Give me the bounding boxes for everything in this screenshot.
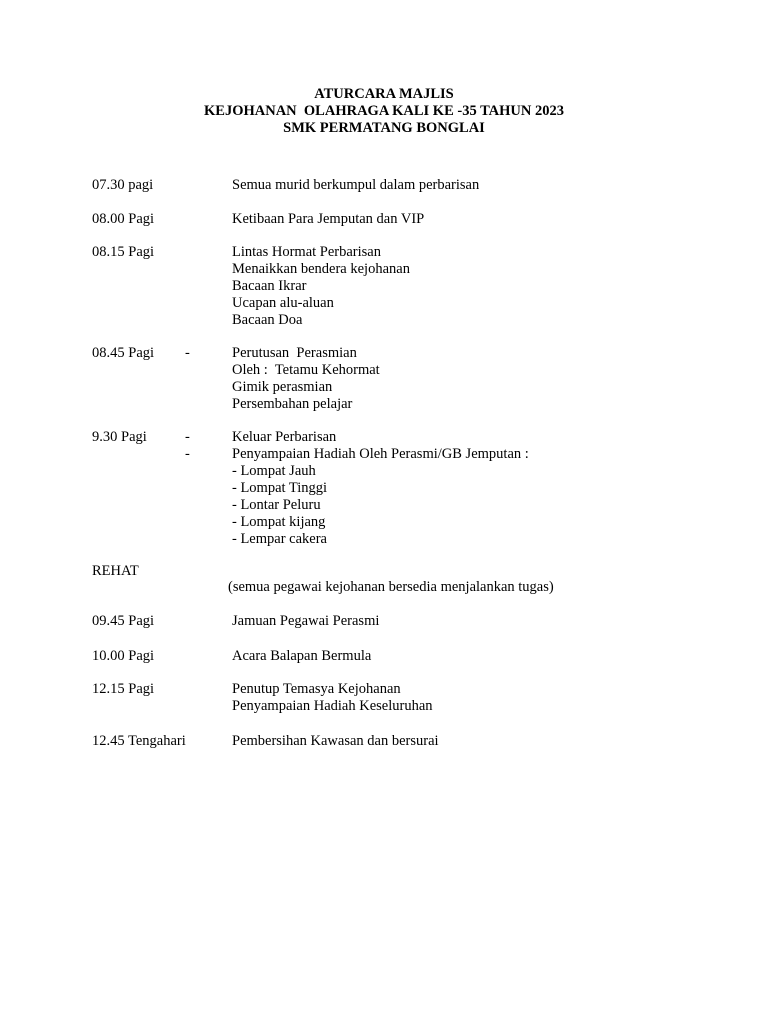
schedule-dashes [185,345,190,362]
schedule-item: Penutup Temasya Kejohanan [232,681,401,697]
schedule-item: Jamuan Pegawai Perasmi [232,613,380,629]
header-event-name: KEJOHANAN OLAHRAGA KALI KE -35 TAHUN 2023 [204,103,564,119]
schedule-item: Acara Balapan Bermula [232,648,372,664]
schedule-items [232,345,380,413]
schedule-items [232,211,424,228]
schedule-item: Ketibaan Para Jemputan dan VIP [232,211,425,227]
schedule-time: 08.15 Pagi [92,244,155,260]
document-header [0,86,768,137]
schedule-time: 9.30 Pagi [92,429,147,445]
schedule-time: 12.45 Tengahari [92,733,186,749]
schedule-item: Perutusan Perasmian [232,345,357,361]
schedule-items [232,244,410,329]
schedule-time: 12.15 Pagi [92,681,155,697]
schedule-time: 10.00 Pagi [92,648,155,664]
schedule-dash: - [185,345,190,361]
header-title: ATURCARA MAJLIS [314,86,454,102]
schedule-items [232,648,371,665]
schedule-item: - Lompat Jauh [232,463,316,479]
schedule-items [232,177,479,194]
schedule-item: Persembahan pelajar [232,396,353,412]
schedule-item: Oleh : Tetamu Kehormat [232,362,380,378]
header-school-name: SMK PERMATANG BONGLAI [283,120,485,136]
schedule-dash: - [185,429,190,445]
schedule-time: 09.45 Pagi [92,613,155,629]
schedule-item: Semua murid berkumpul dalam perbarisan [232,177,480,193]
schedule-item: Keluar Perbarisan [232,429,337,445]
schedule-item: Pembersihan Kawasan dan bersurai [232,733,439,749]
schedule-item: Lintas Hormat Perbarisan [232,244,381,260]
schedule-items [232,429,529,548]
schedule-note: (semua pegawai kejohanan bersedia menjalankan tugas) [228,579,554,595]
schedule-item: - Lompat Tinggi [232,480,328,496]
schedule-item: - Lontar Peluru [232,497,321,513]
schedule-item: Penyampaian Hadiah Keseluruhan [232,698,433,714]
schedule-time: 08.00 Pagi [92,211,155,227]
schedule-time: 07.30 pagi [92,177,154,193]
schedule-items [232,681,433,715]
schedule-item: - Lempar cakera [232,531,327,547]
schedule-item: Menaikkan bendera kejohanan [232,261,410,277]
schedule-items [232,613,379,630]
schedule-item: Gimik perasmian [232,379,333,395]
schedule-item: Penyampaian Hadiah Oleh Perasmi/GB Jemputan : [232,446,529,462]
schedule-item: - Lompat kijang [232,514,326,530]
schedule-item: Ucapan alu-aluan [232,295,334,311]
schedule-items [232,733,439,750]
schedule-time: 08.45 Pagi [92,345,155,361]
schedule-item: Bacaan Doa [232,312,303,328]
schedule-time: REHAT [92,563,139,579]
schedule-item: Bacaan Ikrar [232,278,307,294]
schedule-dashes [185,429,190,463]
schedule-dash: - [185,446,190,462]
